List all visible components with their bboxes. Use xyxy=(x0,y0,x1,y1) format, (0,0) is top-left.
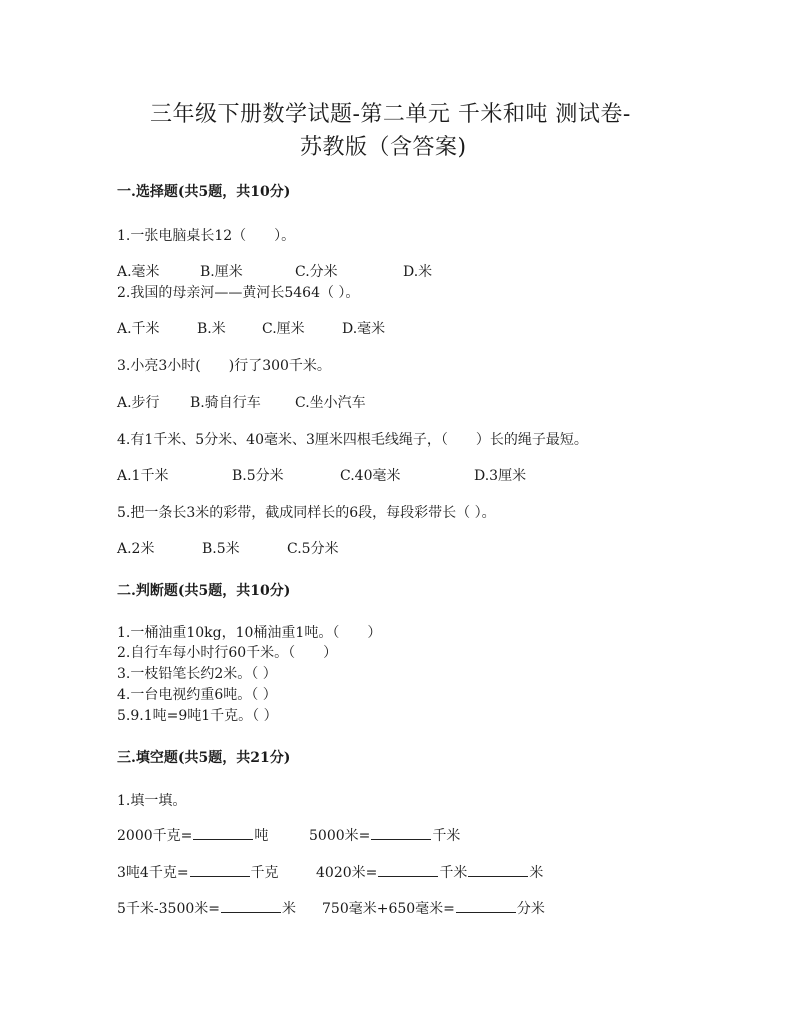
fill-unit: 分米 xyxy=(516,901,545,917)
fill-expr: 5000米= xyxy=(309,828,371,844)
answer-blank xyxy=(371,825,431,840)
answer-blank xyxy=(190,862,250,877)
option-d: D.3厘米 xyxy=(474,468,527,484)
option-c: C.5分米 xyxy=(287,541,339,557)
answer-blank xyxy=(456,898,516,913)
judge-item: 1.一桶油重10kg，10桶油重1吨。（ ） xyxy=(117,625,382,641)
fill-row xyxy=(117,825,268,845)
option-a: A.千米 xyxy=(117,321,160,337)
judge-item: 3.一枝铅笔长约2米。（ ） xyxy=(117,666,277,682)
fill-question: 1.填一填。 xyxy=(117,793,187,809)
question-text: 1.一张电脑桌长12（ ）。 xyxy=(117,228,296,244)
fill-unit: 米 xyxy=(282,901,296,917)
fill-unit: 千克 xyxy=(250,865,279,881)
judge-item: 5.9.1吨=9吨1千克。（ ） xyxy=(117,708,278,724)
answer-blank xyxy=(468,862,528,877)
page-title-line1: 三年级下册数学试题-第二单元 千米和吨 测试卷- xyxy=(150,102,631,127)
fill-expr: 2000千克= xyxy=(117,828,193,844)
question-text: 5.把一条长3米的彩带，截成同样长的6段，每段彩带长（ ）。 xyxy=(117,505,496,521)
option-a: A.步行 xyxy=(117,395,160,411)
option-c: C.厘米 xyxy=(262,321,305,337)
option-c: C.坐小汽车 xyxy=(295,395,366,411)
option-c: C.40毫米 xyxy=(340,468,401,484)
option-b: B.厘米 xyxy=(200,264,243,280)
answer-blank xyxy=(193,825,253,840)
option-a: A.1千米 xyxy=(117,468,169,484)
option-c: C.分米 xyxy=(295,264,338,280)
fill-row xyxy=(117,898,296,918)
option-a: A.2米 xyxy=(117,541,155,557)
answer-blank xyxy=(221,898,281,913)
option-a: A.毫米 xyxy=(117,264,160,280)
fill-row xyxy=(309,825,460,845)
fill-expr: 3吨4千克= xyxy=(117,865,189,881)
section-heading-judge: 二.判断题(共5题，共10分) xyxy=(117,583,291,599)
option-b: B.5米 xyxy=(202,541,240,557)
question-text: 4.有1千米、5分米、40毫米、3厘米四根毛线绳子，（ ）长的绳子最短。 xyxy=(117,432,588,448)
fill-expr: 750毫米+650毫米= xyxy=(322,901,455,917)
option-b: B.5分米 xyxy=(232,468,284,484)
question-text: 3.小亮3小时( )行了300千米。 xyxy=(117,358,331,374)
page-title-line2: 苏教版（含答案) xyxy=(300,135,467,160)
option-b: B.骑自行车 xyxy=(190,395,261,411)
option-b: B.米 xyxy=(197,321,226,337)
fill-unit: 千米 xyxy=(439,865,468,881)
fill-row xyxy=(316,862,543,882)
option-d: D.毫米 xyxy=(342,321,386,337)
fill-unit: 千米 xyxy=(432,828,461,844)
fill-row xyxy=(117,862,279,882)
section-heading-fill: 三.填空题(共5题，共21分) xyxy=(117,750,291,766)
fill-row xyxy=(322,898,545,918)
section-heading-choice: 一.选择题(共5题，共10分) xyxy=(117,184,291,200)
answer-blank xyxy=(378,862,438,877)
judge-item: 2.自行车每小时行60千米。（ ） xyxy=(117,645,338,661)
question-text: 2.我国的母亲河——黄河长5464（ ）。 xyxy=(117,285,360,301)
fill-expr: 4020米= xyxy=(316,865,378,881)
fill-expr: 5千米-3500米= xyxy=(117,901,220,917)
judge-item: 4.一台电视约重6吨。（ ） xyxy=(117,687,277,703)
fill-unit: 吨 xyxy=(254,828,269,844)
fill-unit: 米 xyxy=(529,865,544,881)
option-d: D.米 xyxy=(403,264,433,280)
